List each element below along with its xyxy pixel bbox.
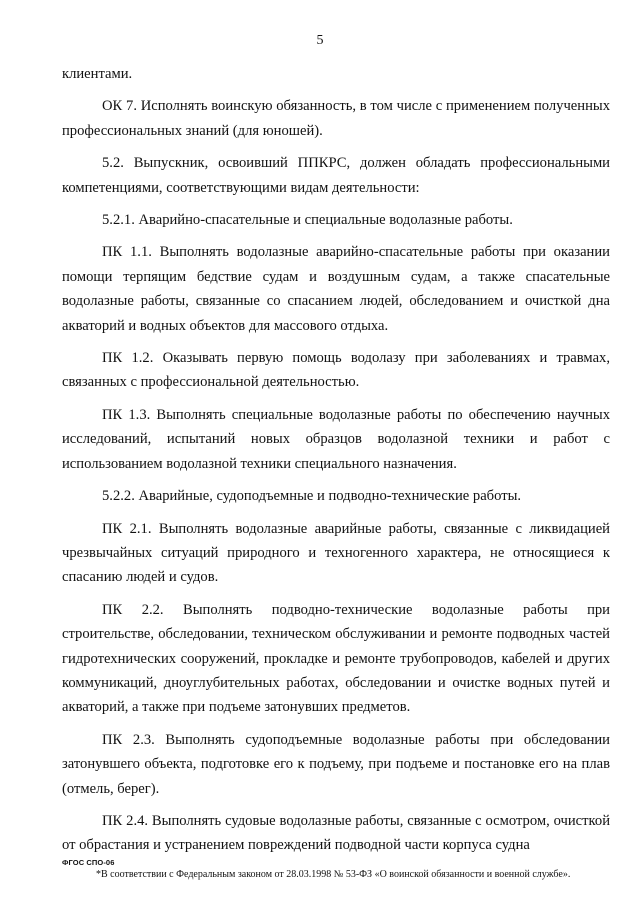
- paragraph-continuation: клиентами.: [62, 66, 133, 82]
- footnote: *В соответствии с Федеральным законом от 28.03.1998 № 53-ФЗ «О воинской обязанности и военной службе».: [96, 869, 571, 880]
- paragraph-ok7: ОК 7. Исполнять воинскую обязанность, в том числе с применением полученных профессиональных знаний (для юношей).: [62, 98, 610, 139]
- paragraph-pk-2-2: ПК 2.2. Выполнять подводно-технические водолазные работы при строительстве, обследовании, техническом обслуживании и ремонте подводных частей гидротехнических сооружений, прокладке и ремонте трубопроводов, кабелей и других коммуникаций, дноуглубительных работах, обследовании и очистке водных путей и акваторий, а также при подъеме затонувших предметов.: [62, 601, 610, 716]
- footer-code: ФГОС СПО-06: [62, 858, 115, 867]
- heading-5-2-1: 5.2.1. Аварийно-спасательные и специальные водолазные работы.: [102, 212, 513, 229]
- paragraph-pk-2-4: ПК 2.4. Выполнять судовые водолазные работы, связанные с осмотром, очисткой от обрастания и устранением повреждений подводной части корпуса судна: [62, 812, 610, 854]
- document-body: [62, 62, 610, 858]
- paragraph-pk-1-3: ПК 1.3. Выполнять специальные водолазные работы по обеспечению научных исследований, испытаний новых образцов водолазной техники и работ с использованием водолазной техники специального назначения.: [62, 406, 610, 472]
- paragraph-section-5-2: 5.2. Выпускник, освоивший ППКРС, должен обладать профессиональными компетенциями, соответствующими видам деятельности:: [62, 155, 610, 196]
- page-number: 5: [316, 33, 324, 48]
- page-footer: [62, 858, 622, 881]
- heading-5-2-2: 5.2.2. Аварийные, судоподъемные и подводно-технические работы.: [102, 488, 522, 505]
- paragraph-pk-1-2: ПК 1.2. Оказывать первую помощь водолазу при заболеваниях и травмах, связанных с профессиональной деятельностью.: [62, 350, 610, 391]
- paragraph-pk-2-3: ПК 2.3. Выполнять судоподъемные водолазные работы при обследовании затонувшего объекта, подготовке его к подъему, при подъеме и постановке его на плав (отмель, берег).: [62, 731, 610, 797]
- paragraph-pk-2-1: ПК 2.1. Выполнять водолазные аварийные работы, связанные с ликвидацией чрезвычайных ситуаций природного и техногенного характера, не относящиеся к спасанию людей и судов.: [62, 520, 610, 586]
- paragraph-pk-1-1: ПК 1.1. Выполнять водолазные аварийно-спасательные работы при оказании помощи терпящим бедствие судам и воздушным судам, а также спасательные водолазные работы, связанные со спасанием людей, обследованием и очисткой дна акваторий и водных объектов для массового отдыха.: [62, 244, 610, 334]
